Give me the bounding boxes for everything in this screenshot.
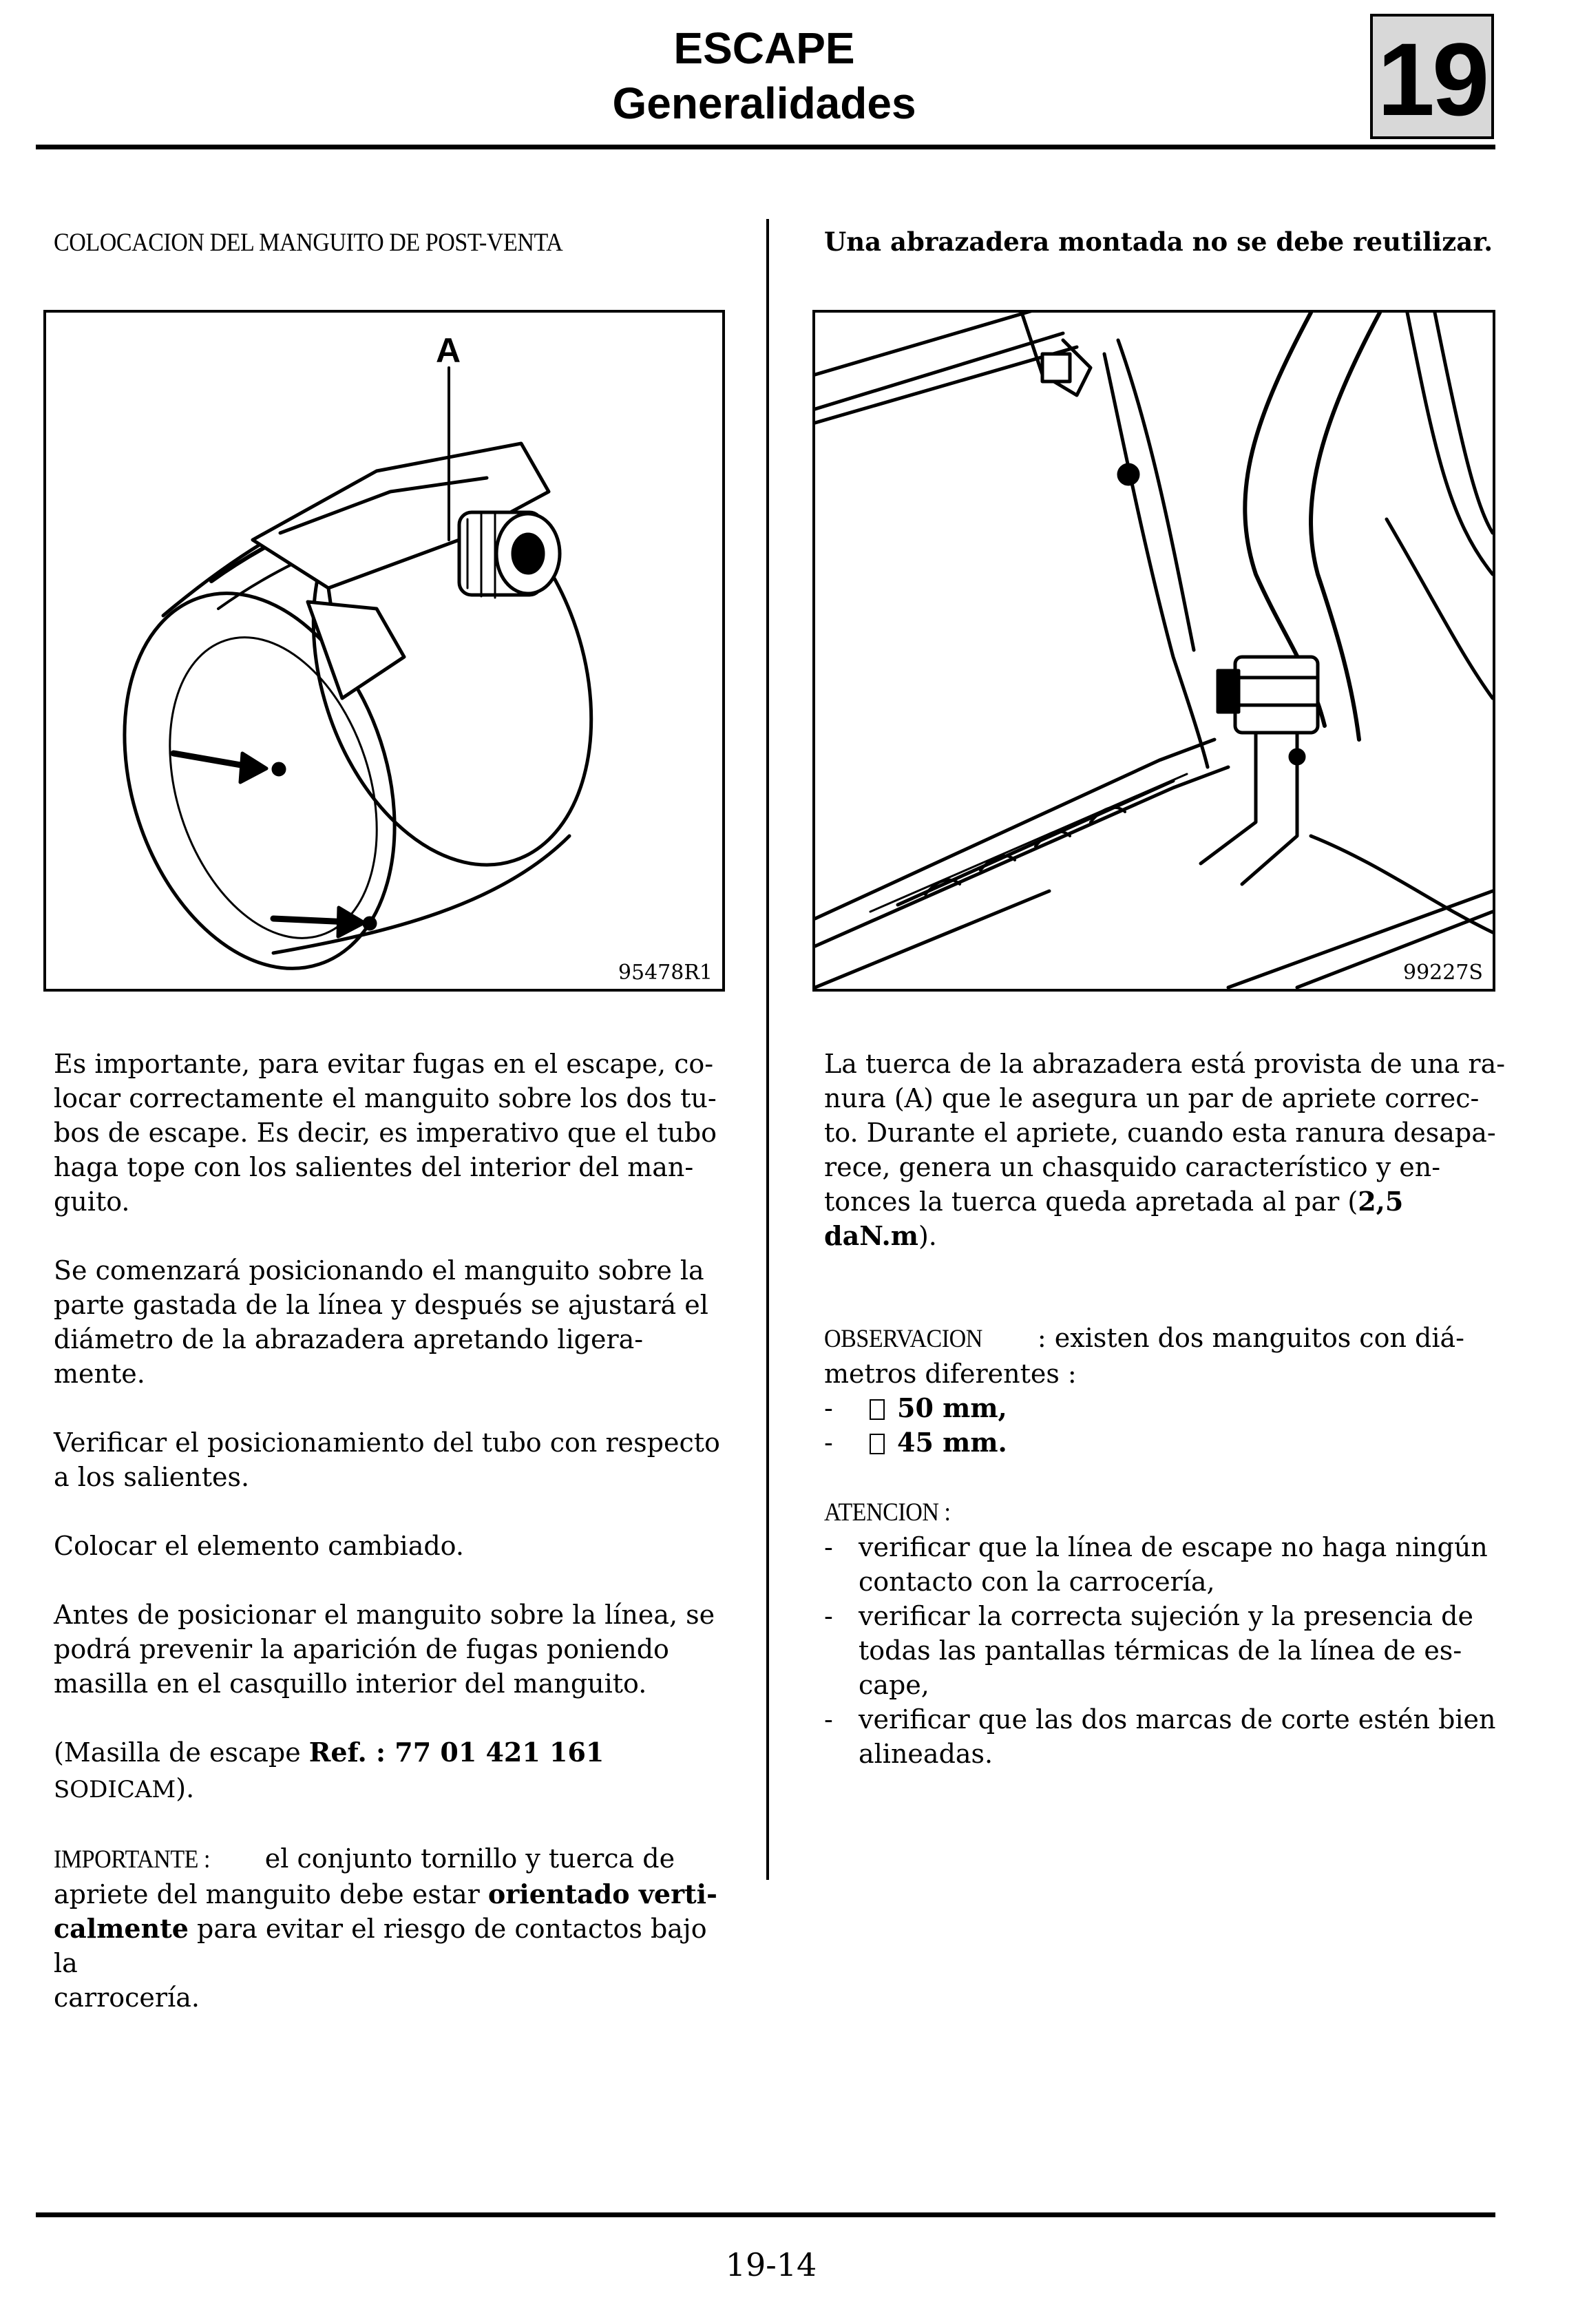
- text-span: (Masilla de escape: [54, 1737, 309, 1768]
- text-span: tonces la tuerca queda apretada al par (: [824, 1186, 1358, 1217]
- observation-note: [824, 1321, 1506, 1460]
- text-span: 45 mm.: [897, 1427, 1007, 1458]
- text-line: alineadas.: [859, 1739, 993, 1769]
- right-figure-ref: 99227S: [1403, 961, 1483, 985]
- text-span: orientado verti-: [487, 1878, 717, 1909]
- text-line: La tuerca de la abrazadera está provista de una ra-: [824, 1049, 1506, 1079]
- column-divider: [766, 219, 769, 1880]
- text-line: Verificar el posicionamiento del tubo con respecto: [54, 1427, 720, 1458]
- right-heading: Una abrazadera montada no se debe reutilizar.: [824, 227, 1493, 257]
- text-span: calmente: [54, 1913, 189, 1944]
- text-span: 50 mm,: [897, 1392, 1007, 1423]
- observation-label: OBSERVACION: [824, 1325, 982, 1353]
- sealant-reference: Ref. : 77 01 421 161: [308, 1737, 604, 1768]
- exhaust-line-drawing: [815, 313, 1493, 989]
- left-figure-ref: 95478R1: [618, 961, 713, 985]
- torque-value: 2,5: [1358, 1186, 1404, 1217]
- torque-unit: daN.m: [824, 1220, 918, 1251]
- text-line: to. Durante el apriete, cuando esta ranura desapa-: [824, 1118, 1496, 1148]
- text-line: podrá prevenir la aparición de fugas poniendo: [54, 1634, 669, 1664]
- header-subtitle: Generalidades: [612, 78, 916, 128]
- header-rule: [36, 145, 1495, 149]
- text-span: para evitar el riesgo de contactos bajo la: [54, 1914, 707, 1978]
- list-item: - verificar que las dos marcas de corte estén bien alineadas.: [824, 1702, 1506, 1771]
- text-line: locar correctamente el manguito sobre los dos tu-: [54, 1083, 717, 1113]
- diameter-symbol-icon: [870, 1399, 885, 1420]
- left-paragraph-6: [54, 1735, 735, 1807]
- text-line: bos de escape. Es decir, es imperativo que el tubo: [54, 1118, 717, 1148]
- diameter-list: [824, 1391, 1506, 1460]
- left-paragraph-5: [54, 1598, 735, 1701]
- left-paragraph-4: Colocar el elemento cambiado.: [54, 1531, 464, 1561]
- text-line: rece, genera un chasquido característico y en-: [824, 1152, 1441, 1182]
- left-heading: COLOCACION DEL MANGUITO DE POST-VENTA: [54, 229, 563, 257]
- figure-label-a: A: [436, 331, 461, 370]
- text-line: cape,: [859, 1670, 929, 1700]
- diameter-symbol-icon: [870, 1434, 885, 1454]
- page-number: 19-14: [725, 2246, 817, 2283]
- chapter-number-badge: 19: [1370, 14, 1494, 139]
- text-span: ).: [176, 1773, 195, 1803]
- sleeve-clamp-figure: [43, 310, 725, 992]
- left-heading-block: [54, 224, 742, 260]
- right-body: [824, 1047, 1506, 1771]
- text-line: todas las pantallas térmicas de la línea de es-: [859, 1635, 1462, 1666]
- text-line: guito.: [54, 1186, 130, 1217]
- brand-name: SODICAM: [54, 1776, 176, 1803]
- text-line: parte gastada de la línea y después se ajustará el: [54, 1290, 708, 1320]
- attention-label: ATENCION :: [824, 1498, 951, 1527]
- text-line: contacto con la carrocería,: [859, 1567, 1215, 1597]
- right-paragraph-1: [824, 1047, 1506, 1253]
- text-line: carrocería.: [54, 1982, 200, 2013]
- text-line: verificar que las dos marcas de corte estén bien: [859, 1704, 1496, 1735]
- left-paragraph-2: [54, 1253, 735, 1391]
- text-line: masilla en el casquillo interior del manguito.: [54, 1668, 647, 1699]
- footer-rule: [36, 2212, 1495, 2217]
- right-heading-block: [824, 224, 1499, 259]
- text-line: metros diferentes :: [824, 1359, 1077, 1389]
- text-line: nura (A) que le asegura un par de apriete correc-: [824, 1083, 1480, 1113]
- exhaust-line-figure: [812, 310, 1495, 992]
- list-item: - verificar la correcta sujeción y la presencia de todas las pantallas térmicas de la línea de es- cape,: [824, 1599, 1506, 1702]
- important-label: IMPORTANTE :: [54, 1845, 211, 1874]
- text-span: : existen dos manguitos con diá-: [1037, 1323, 1464, 1353]
- text-span: apriete del manguito debe estar: [54, 1879, 488, 1909]
- text-line: Antes de posicionar el manguito sobre la línea, se: [54, 1600, 715, 1630]
- important-note: [54, 1841, 735, 2015]
- text-span: ).: [918, 1221, 937, 1251]
- header-title: ESCAPE: [673, 23, 855, 73]
- text-line: verificar la correcta sujeción y la presencia de: [859, 1601, 1473, 1631]
- left-paragraph-3: [54, 1425, 735, 1494]
- left-body: [54, 1047, 735, 2015]
- text-line: diámetro de la abrazadera apretando ligera-: [54, 1324, 644, 1354]
- text-line: mente.: [54, 1359, 145, 1389]
- text-line: haga tope con los salientes del interior del man-: [54, 1152, 694, 1182]
- text-line: Es importante, para evitar fugas en el escape, co-: [54, 1049, 714, 1079]
- list-item: - verificar que la línea de escape no haga ningún contacto con la carrocería,: [824, 1530, 1506, 1599]
- text-line: a los salientes.: [54, 1462, 250, 1492]
- attention-note: [824, 1494, 1506, 1771]
- text-line: Se comenzará posicionando el manguito sobre la: [54, 1255, 704, 1286]
- text-line: verificar que la línea de escape no haga ningún: [859, 1532, 1488, 1562]
- list-item: - 50 mm,: [824, 1392, 1007, 1423]
- left-paragraph-1: [54, 1047, 735, 1219]
- list-item: - 45 mm.: [824, 1427, 1007, 1458]
- attention-list: [824, 1530, 1506, 1771]
- sleeve-clamp-drawing: [46, 313, 722, 989]
- text-span: el conjunto tornillo y tuerca de: [264, 1843, 675, 1874]
